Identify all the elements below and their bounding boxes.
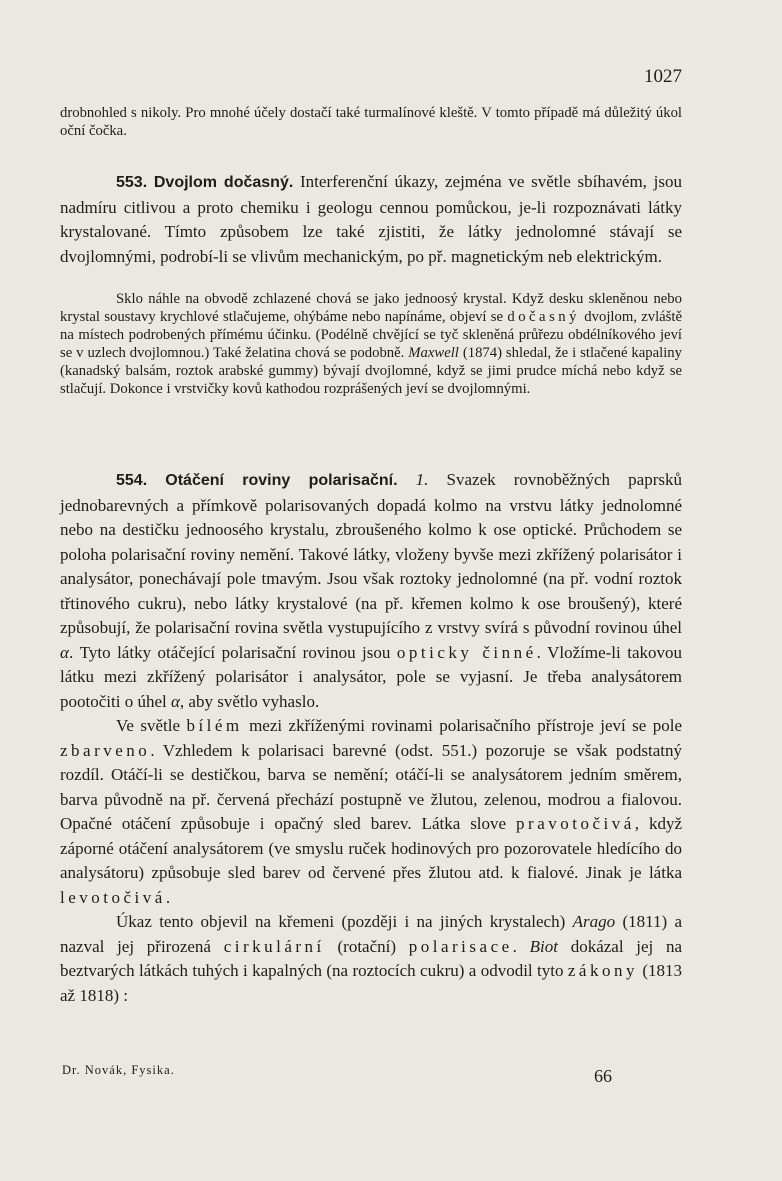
alpha-symbol-2: α <box>170 691 180 711</box>
intro-paragraph: drobnohled s nikoly. Pro mnohé účely dostačí také turmalínové kleště. V tomto případě má důležitý úkol oční čočka. <box>60 105 682 139</box>
p2-part-a: Ve světle <box>116 716 181 735</box>
page-number: 1027 <box>644 66 682 87</box>
small-print-part-b: dvojlom, zvláště na místech podrobených přímému účinku. (Podélně chvějící se tyč skleněná průřezu obdélníkového jeví se v uzlech dvojlomnou.) Také želatina chová se podobně. <box>60 309 682 361</box>
name-maxwell: Maxwell <box>408 345 459 361</box>
p3-part-a: Úkaz tento objevil na křemeni (později i na jiných krystalech) <box>116 912 566 931</box>
footer-author: Dr. Novák, Fysika. <box>62 1063 175 1077</box>
section-553-title: Dvojlom dočasný. <box>153 174 294 191</box>
p1-part-b: . Tyto látky otáčející polarisační rovinou jsou <box>68 642 391 662</box>
footer-signature-number: 66 <box>594 1066 612 1086</box>
section-553-small-print <box>60 290 682 398</box>
p2-part-d: , když záporné otáčení analysátorem (ve smyslu ruček hodinových pro pozorovatele hledícího do analysátoru) způsobuje sled barev od červené přes žlutou atd. k fialové. Jinak je látka <box>60 814 683 882</box>
section-554-paragraph-1 <box>60 468 682 714</box>
section-553-paragraph <box>60 170 682 269</box>
p1-part-d: , aby světlo vyhaslo. <box>179 691 320 711</box>
p2-part-b: mezi zkříženými rovinami polarisačního přístroje jeví se pole <box>249 716 683 735</box>
emphasis-levotociva: levotočivá <box>60 887 166 907</box>
emphasis-polarisace: polarisace <box>408 936 513 956</box>
small-print-part-c: (1874) shledal, že i stlačené kapaliny (kanadský balsám, roztok arabské gummy) bývají dvojlomné, když se jimi prudce míchá nebo když se stlačují. Dokonce i vrstvičky kovů kathodou rozprášených jeví se dvojlomnými. <box>60 345 682 397</box>
p3-part-d: . <box>512 936 517 956</box>
emphasis-opticky-cinne: opticky činné <box>396 642 537 662</box>
emphasis-zakony: zákony <box>567 961 638 980</box>
small-print-part-a: Sklo náhle na obvodě zchlazené chová se jako jednoosý krystal. Když desku skleněnou nebo krystal soustavy krychlové stlačujeme, ohýbáme nebo napínáme, objeví se <box>60 291 682 325</box>
section-554 <box>60 468 682 1008</box>
section-554-paragraph-2 <box>60 714 682 910</box>
emphasis-bilem: bílém <box>186 716 243 735</box>
p3-part-f: (1813 až 1818) : <box>60 961 682 1005</box>
section-553-number: 553. <box>116 174 148 191</box>
emphasis-zbarveno: zbarveno <box>60 740 151 760</box>
p3-part-e: dokázal jej na beztvarých látkách tuhých i kapalných (na roztocích cukru) a odvodil tyto <box>60 936 683 980</box>
section-553-text: Interferenční úkazy, zejména ve světle sbíhavém, jsou nadmíru citlivou a proto chemiku i geologu cennou pomůckou, je-li rozpoznávati látky krystalované. Tímto způsobem lze také zjistiti, že látky jednolomné stávají se dvojlomnými, podrobí-li se vlivům mechanickým, po př. magnetickým neb elektrickým. <box>60 172 682 266</box>
emphasis-pravotociva: pravotočivá <box>516 814 635 833</box>
name-arago: Arago <box>572 912 616 931</box>
small-print-paragraph <box>60 290 682 398</box>
emphasis-cirkularni: cirkulární <box>223 936 325 956</box>
p1-part-a: Svazek rovnoběžných paprsků jednobarevných a přímkově polarisovaných dopadá kolmo na vrstvu látky jednolomné nebo na destičku jednoosého krystalu, zbroušeného kolmo k ose optické. Průchodem se poloha polarisační roviny nemění. Takové látky, vloženy byvše mezi zkřížený polarisátor i analysátor, ponechávají pole tmavým. Jsou však roztoky jednolomné (na př. vodní roztok třtinového cukru), nebo látky krystalové (na př. křemen kolmo k ose broušený), které způsobují, že polarisační rovina světla vystupujícího z vrstvy svírá s původní rovinou úhel <box>60 470 682 637</box>
p2-part-c: . Vzhledem k polarisaci barevné (odst. 551.) pozoruje se však podstatný rozdíl. Otáčí-li se destičkou, barva se nemění; otáčí-li se analysátorem jedním směrem, barva původně na př. červená přechází postupně ve žlutou, zelenou, modrou a fialovou. Opačné otáčení způsobuje i opačný sled barev. Látka slove <box>60 740 682 833</box>
p2-part-e: . <box>165 887 171 907</box>
emphasis-docasny: dočasný <box>507 309 580 325</box>
section-554-paragraph-3 <box>60 910 682 1008</box>
p3-part-b: (1811) a nazval jej přirozená <box>60 912 683 956</box>
p1-part-c: . Vložíme-li takovou látku mezi zkřížený polarisátor i analysátor, pole se vyjasní. Je třeba analysátorem pootočiti o úhel <box>60 642 682 711</box>
p3-part-c: (rotační) <box>337 936 397 956</box>
section-554-title: Otáčení roviny polarisační. <box>165 472 398 489</box>
intro-text-block <box>60 104 682 140</box>
section-554-number: 554. <box>116 472 148 489</box>
item-number: 1. <box>415 470 429 489</box>
alpha-symbol: α <box>60 642 69 662</box>
section-553 <box>60 170 682 269</box>
name-biot: Biot <box>529 936 558 956</box>
